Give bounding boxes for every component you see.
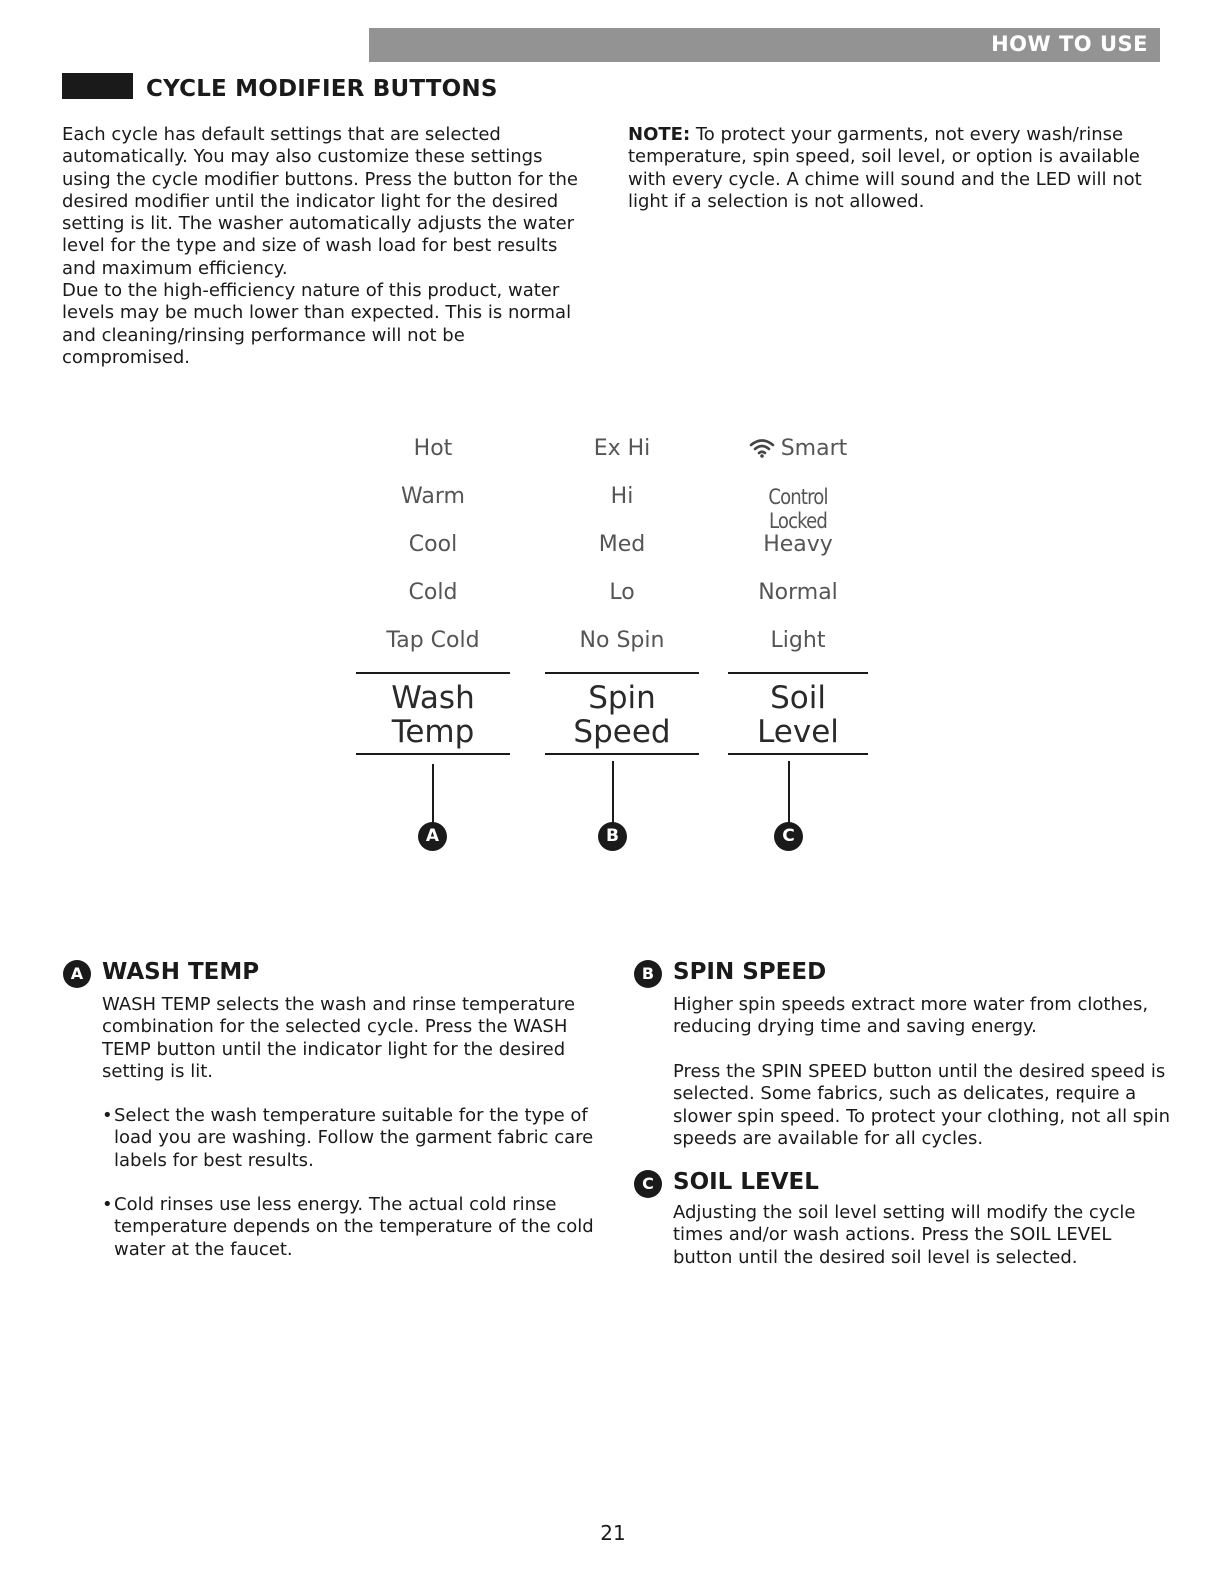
wash-temp-bottom-rule (356, 753, 510, 755)
wash-temp-section-body: WASH TEMP selects the wash and rinse temperature combination for the selected cycle. Press the WASH TEMP button until the indicator light for the desired setting is lit. (102, 994, 576, 1082)
wash-temp-callout-badge: A (418, 822, 447, 851)
wash-temp-label-line2: Temp (391, 714, 475, 750)
soil-level-option-light: Light (770, 628, 826, 653)
soil-level-bottom-rule (728, 753, 868, 755)
intro-paragraph-2: Due to the high-efficiency nature of this product, water levels may be much lower than expected. This is normal and cleaning/rinsing performance will not be compromised. (62, 280, 572, 368)
soil-level-panel (728, 430, 868, 875)
soil-level-section-badge: C (634, 1170, 662, 1198)
spin-speed-label-line2: Speed (573, 714, 671, 750)
spin-speed-section-body-2: Press the SPIN SPEED button until the desired speed is selected. Some fabrics, such as delicates, require a slower spin speed. To protect your clothing, not all spin speeds are available for all cycles. (673, 1061, 1171, 1149)
soil-level-option-heavy: Heavy (763, 532, 833, 557)
spin-speed-label-line1: Spin (588, 680, 656, 716)
note-label: NOTE: (628, 124, 691, 145)
spin-speed-section-badge: B (634, 960, 662, 988)
wash-temp-top-rule (356, 672, 510, 674)
spin-speed-leader-line (612, 761, 614, 828)
soil-level-callout-badge: C (774, 822, 803, 851)
spin-speed-section-title: SPIN SPEED (673, 959, 827, 985)
spin-speed-panel (545, 430, 699, 875)
soil-level-button[interactable] (728, 681, 868, 749)
wash-temp-section-badge: A (63, 960, 91, 988)
spin-speed-option-no-spin: No Spin (579, 628, 665, 653)
wash-temp-button[interactable] (356, 681, 510, 749)
spin-speed-bottom-rule (545, 753, 699, 755)
spin-speed-option-hi: Hi (610, 484, 634, 509)
wash-temp-option-hot: Hot (413, 436, 453, 461)
wash-temp-section-title: WASH TEMP (102, 959, 260, 985)
soil-level-leader-line (788, 761, 790, 828)
section-header-bar (369, 28, 1160, 62)
page-number: 21 (600, 1521, 626, 1545)
soil-level-option-control-locked: Control Locked (768, 485, 828, 533)
spin-speed-option-med: Med (598, 532, 646, 557)
soil-level-label-line1: Soil (770, 680, 826, 716)
wash-temp-panel (356, 430, 510, 875)
spin-speed-top-rule (545, 672, 699, 674)
wash-temp-leader-line (432, 764, 434, 828)
page-title: CYCLE MODIFIER BUTTONS (146, 76, 498, 102)
section-header-label: HOW TO USE (991, 32, 1148, 56)
soil-level-top-rule (728, 672, 868, 674)
wash-temp-option-cool: Cool (408, 532, 458, 557)
soil-level-option-smart (728, 436, 868, 461)
bullet-dot-icon: • (102, 1194, 113, 1215)
note-text: To protect your garments, not every wash/rinse temperature, spin speed, soil level, or option is available with every cycle. A chime will sound and the LED will not light if a selection is not allowed. (628, 124, 1142, 212)
note-paragraph (628, 124, 1173, 213)
intro-paragraph-1: Each cycle has default settings that are selected automatically. You may also customize these settings using the cycle modifier buttons. Press the button for the desired modifier until the indicator light for the desired setting is lit. The washer automatically adjusts the water level for the type and size of wash load for best results and maximum efficiency. (62, 124, 579, 279)
wash-temp-bullet-1 (102, 1105, 594, 1172)
wash-temp-option-cold: Cold (408, 580, 458, 605)
wifi-icon (749, 438, 775, 458)
bullet-dot-icon: • (102, 1105, 113, 1126)
wash-temp-bullet-2-text: Cold rinses use less energy. The actual cold rinse temperature depends on the temperature of the cold water at the faucet. (114, 1194, 594, 1260)
soil-level-option-smart-label: Smart (780, 436, 848, 461)
spin-speed-option-lo: Lo (609, 580, 635, 605)
title-marker-block (62, 73, 133, 99)
wash-temp-option-warm: Warm (401, 484, 465, 509)
spin-speed-section-body-1: Higher spin speeds extract more water from clothes, reducing drying time and saving energy. (673, 994, 1149, 1038)
soil-level-section-title: SOIL LEVEL (673, 1169, 819, 1195)
wash-temp-bullet-2 (102, 1194, 594, 1261)
wash-temp-option-tap-cold: Tap Cold (386, 628, 480, 653)
soil-level-section-body: Adjusting the soil level setting will modify the cycle times and/or wash actions. Press the SOIL LEVEL button until the desired soil level is selected. (673, 1202, 1136, 1268)
wash-temp-bullet-1-text: Select the wash temperature suitable for the type of load you are washing. Follow the garment fabric care labels for best results. (114, 1105, 594, 1171)
soil-level-label-line2: Level (757, 714, 839, 750)
spin-speed-option-ex-hi: Ex Hi (593, 436, 651, 461)
soil-level-option-normal: Normal (758, 580, 838, 605)
spin-speed-callout-badge: B (598, 822, 627, 851)
spin-speed-button[interactable] (545, 681, 699, 749)
wash-temp-label-line1: Wash (391, 680, 475, 716)
